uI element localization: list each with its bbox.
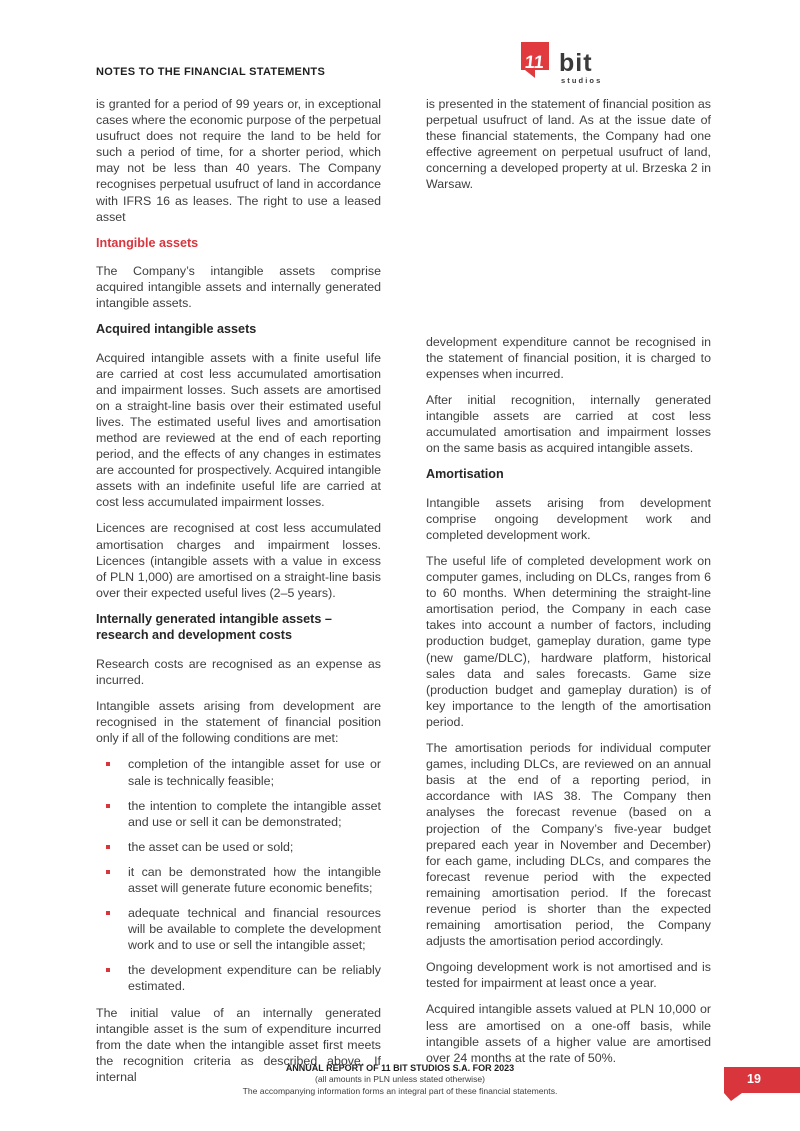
bullet-square-icon xyxy=(106,870,110,874)
footer-amounts-note: (all amounts in PLN unless stated otherwise) xyxy=(314,1074,486,1085)
bullet-square-icon xyxy=(106,911,110,915)
paragraph-research-costs: Research costs are recognised as an expense as incurred. xyxy=(96,656,381,688)
paragraph-perpetual-usufruct: is granted for a period of 99 years or, in exceptional cases where the economic purpose of the perpetual usufruct does not require the land to be held for such a period of time, for a shorter period, which may not be less than 40 years. The Company recognises perpetual usufruct of land in accordance with IFRS 16 as leases. The right to use a leased asset xyxy=(96,97,381,224)
page-title: NOTES TO THE FINANCIAL STATEMENTS xyxy=(96,66,326,78)
paragraph-intangible-comprise: The Company’s intangible assets comprise acquired intangible assets and internally generated intangible assets. xyxy=(96,263,381,310)
conditions-bullet-list xyxy=(96,756,381,994)
bullet-square-icon xyxy=(106,968,110,972)
list-item-text: it can be demonstrated how the intangible asset will generate future economic benefits; xyxy=(128,864,381,895)
logo-11-mark-icon xyxy=(521,42,551,82)
page-footer xyxy=(0,1063,800,1097)
page-number: 19 xyxy=(747,1072,761,1086)
svg-text:11: 11 xyxy=(523,52,545,72)
list-item xyxy=(96,756,381,788)
heading-amortisation: Amortisation xyxy=(426,467,504,482)
list-item xyxy=(96,962,381,994)
paragraph-development-conditions: Intangible assets arising from development are recognised in the statement of financial position only if all of the following conditions are met: xyxy=(96,699,381,746)
bullet-square-icon xyxy=(106,804,110,808)
paragraph-useful-life: The useful life of completed development work on computer games, including on DLCs, ranges from 6 to 60 months. When determining the straight-line amortisation period, the Company in each case takes into account a number of factors, including production budget, gameplay duration, game type (new game/DLC), hardware platform, historical sales data and sales forecasts. Game size (production budget and gameplay duration) is of key importance to the length of the amortisation period. xyxy=(426,554,711,729)
column-spacer xyxy=(426,203,711,334)
logo-bit-text: bit xyxy=(559,49,593,77)
list-item xyxy=(96,839,381,855)
page-number-badge xyxy=(724,1067,800,1101)
footer-report-title: ANNUAL REPORT OF 11 BIT STUDIOS S.A. FOR 2023 xyxy=(285,1063,515,1073)
list-item-text: the intention to complete the intangible asset and use or sell it can be demonstrated; xyxy=(128,798,381,829)
paragraph-amortisation-periods: The amortisation periods for individual computer games, including DLCs, are reviewed on an annual basis at the end of a reporting period, in accordance with IAS 38. The Company then analyses the forecast revenue (based on a projection of the Company’s five-year budget prepared each year in November and December) for each game, including DLCs, and compares the forecast revenue period with the expected remaining amortisation period. If the forecast revenue period is shorter than the expected remaining amortisation period, the Company adjusts the amortisation period accordingly. xyxy=(426,741,711,949)
right-column xyxy=(426,96,711,1095)
paragraph-development-comprise: Intangible assets arising from development comprise ongoing development work and completed development work. xyxy=(426,495,711,542)
paragraph-acquired-finite-life: Acquired intangible assets with a finite useful life are carried at cost less accumulated amortisation and impairment losses. Such assets are amortised on a straight-line basis over their estimated useful lives. The estimated useful lives and amortisation method are reviewed at the end of each reporting period, and the effects of any changes in estimates are accounted for prospectively. Acquired intangible assets with an indefinite useful life are carried at cost less accumulated impairment losses. xyxy=(96,350,381,510)
document-body xyxy=(96,96,711,1095)
company-logo xyxy=(521,38,613,86)
logo-studios-text: studios xyxy=(561,76,603,85)
list-item xyxy=(96,864,381,896)
bullet-square-icon xyxy=(106,762,110,766)
list-item-text: the asset can be used or sold; xyxy=(128,839,294,854)
left-column xyxy=(96,96,381,1095)
footer-integral-note: The accompanying information forms an integral part of these financial statements. xyxy=(242,1085,558,1096)
paragraph-expenditure-not-recognised: development expenditure cannot be recognised in the statement of financial position, it is charged to expenses when incurred. xyxy=(426,334,711,381)
list-item-text: the development expenditure can be reliably estimated. xyxy=(128,963,381,994)
list-item xyxy=(96,798,381,830)
paragraph-after-initial-recognition: After initial recognition, internally generated intangible assets are carried at cost less accumulated amortisation and impairment losses on the same basis as acquired intangible assets. xyxy=(426,392,711,456)
bullet-square-icon xyxy=(106,845,110,849)
paragraph-one-off-amortisation: Acquired intangible assets valued at PLN 10,000 or less are amortised on a one-off basis, while intangible assets of a higher value are amortised over 24 months at the rate of 50%. xyxy=(426,1002,711,1065)
heading-acquired-intangible-assets: Acquired intangible assets xyxy=(96,322,257,337)
list-item xyxy=(96,905,381,953)
list-item-text: completion of the intangible asset for use or sale is technically feasible; xyxy=(128,757,381,788)
heading-internally-generated: Internally generated intangible assets – research and development costs xyxy=(96,611,332,643)
paragraph-statement-position: is presented in the statement of financial position as perpetual usufruct of land. As at the issue date of these financial statements, the Company had one effective agreement on perpetual usufruct of land, concerning a developed property at ul. Brzeska 2 in Warsaw. xyxy=(426,97,711,192)
list-item-text: adequate technical and financial resources will be available to complete the development work and to use or sell the intangible asset; xyxy=(128,906,381,953)
paragraph-licences: Licences are recognised at cost less accumulated amortisation charges and impairment losses. Licences (intangible assets with a value in excess of PLN 1,000) are amortised on a straight-line basis over their expected useful lives (2–5 years). xyxy=(96,521,381,600)
paragraph-initial-value: The initial value of an internally generated intangible asset is the sum of expenditure incurred from the date when the intangible asset first meets the recognition criteria as described above. If internal xyxy=(96,1005,381,1084)
paragraph-ongoing-development: Ongoing development work is not amortised and is tested for impairment at least once a year. xyxy=(426,960,711,991)
heading-intangible-assets: Intangible assets xyxy=(96,235,199,250)
